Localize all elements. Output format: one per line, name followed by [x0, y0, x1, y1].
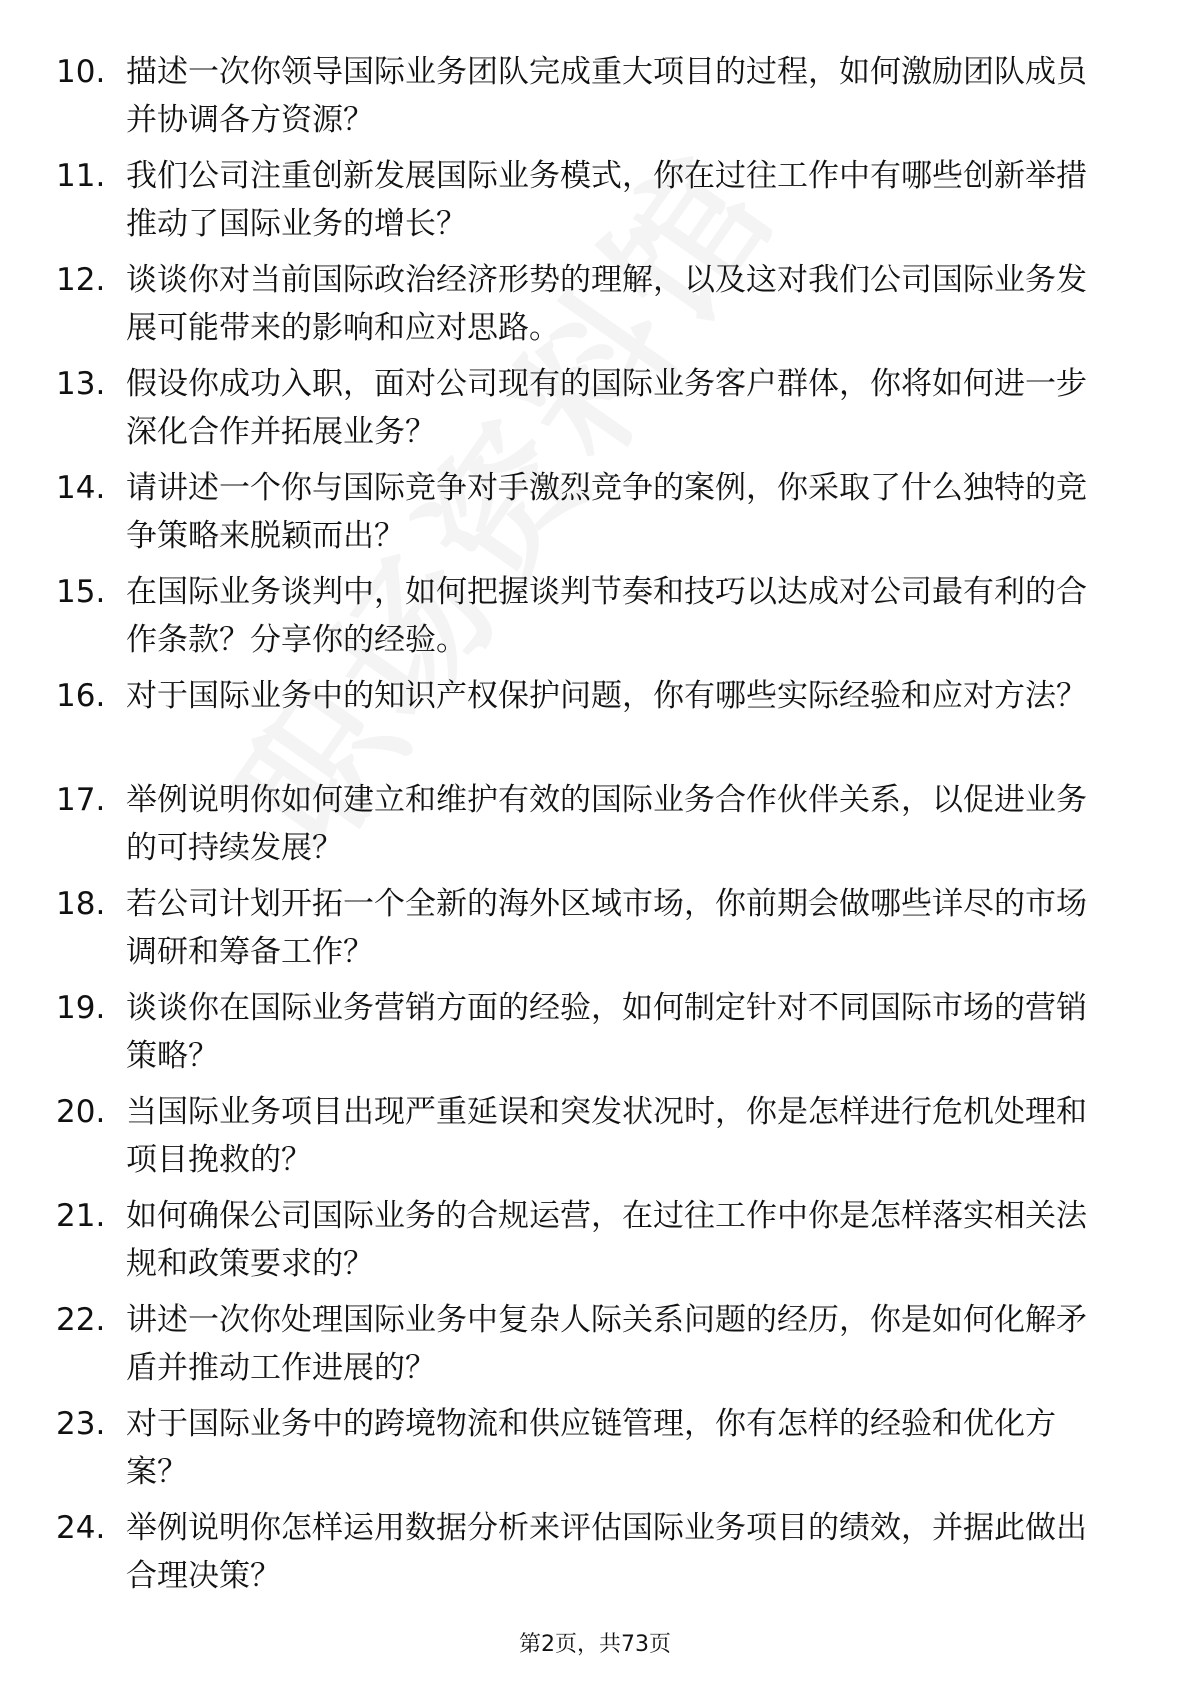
question-number: 17. [56, 782, 106, 818]
question-text: 在国际业务谈判中，如何把握谈判节奏和技巧以达成对公司最有利的合作条款？分享你的经验。 [126, 574, 1087, 658]
question-number: 15. [56, 574, 106, 610]
question-text: 如何确保公司国际业务的合规运营，在过往工作中你是怎样落实相关法规和政策要求的？ [126, 1198, 1087, 1282]
question-number: 11. [56, 158, 106, 194]
question-number: 12. [56, 262, 106, 298]
question-text: 描述一次你领导国际业务团队完成重大项目的过程，如何激励团队成员并协调各方资源？ [126, 54, 1087, 138]
question-item [0, 360, 1190, 464]
question-number: 24. [56, 1510, 106, 1546]
question-item [0, 776, 1190, 880]
question-text: 当国际业务项目出现严重延误和突发状况时，你是怎样进行危机处理和项目挽救的？ [126, 1094, 1087, 1178]
question-item [0, 256, 1190, 360]
question-item [0, 1400, 1190, 1504]
question-item [0, 984, 1190, 1088]
question-number: 21. [56, 1198, 106, 1234]
question-text: 对于国际业务中的知识产权保护问题，你有哪些实际经验和应对方法？ [126, 678, 1087, 714]
question-text: 请讲述一个你与国际竞争对手激烈竞争的案例，你采取了什么独特的竞争策略来脱颖而出？ [126, 470, 1087, 554]
question-list [0, 48, 1190, 1608]
question-text: 假设你成功入职，面对公司现有的国际业务客户群体，你将如何进一步深化合作并拓展业务？ [126, 366, 1087, 450]
question-number: 18. [56, 886, 106, 922]
question-number: 19. [56, 990, 106, 1026]
question-item [0, 1088, 1190, 1192]
question-item [0, 1504, 1190, 1608]
question-item [0, 152, 1190, 256]
question-number: 23. [56, 1406, 106, 1442]
question-text: 若公司计划开拓一个全新的海外区域市场，你前期会做哪些详尽的市场调研和筹备工作？ [126, 886, 1087, 970]
question-text: 讲述一次你处理国际业务中复杂人际关系问题的经历，你是如何化解矛盾并推动工作进展的？ [126, 1302, 1087, 1386]
question-item [0, 48, 1190, 152]
question-text: 举例说明你怎样运用数据分析来评估国际业务项目的绩效，并据此做出合理决策？ [126, 1510, 1087, 1594]
question-number: 20. [56, 1094, 106, 1130]
question-item [0, 464, 1190, 568]
question-number: 14. [56, 470, 106, 506]
question-number: 16. [56, 678, 106, 714]
question-item [0, 568, 1190, 672]
question-item [0, 880, 1190, 984]
question-text: 谈谈你在国际业务营销方面的经验，如何制定针对不同国际市场的营销策略？ [126, 990, 1087, 1074]
question-number: 13. [56, 366, 106, 402]
question-text: 谈谈你对当前国际政治经济形势的理解，以及这对我们公司国际业务发展可能带来的影响和应对思路。 [126, 262, 1087, 346]
question-text: 我们公司注重创新发展国际业务模式，你在过往工作中有哪些创新举措推动了国际业务的增长？ [126, 158, 1087, 242]
question-text: 对于国际业务中的跨境物流和供应链管理，你有怎样的经验和优化方案？ [126, 1406, 1056, 1490]
question-text: 举例说明你如何建立和维护有效的国际业务合作伙伴关系，以促进业务的可持续发展？ [126, 782, 1087, 866]
question-number: 10. [56, 54, 106, 90]
question-item [0, 1296, 1190, 1400]
question-item [0, 1192, 1190, 1296]
page-footer: 第2页，共73页 [519, 1632, 671, 1657]
question-number: 22. [56, 1302, 106, 1338]
question-item [0, 672, 1190, 776]
